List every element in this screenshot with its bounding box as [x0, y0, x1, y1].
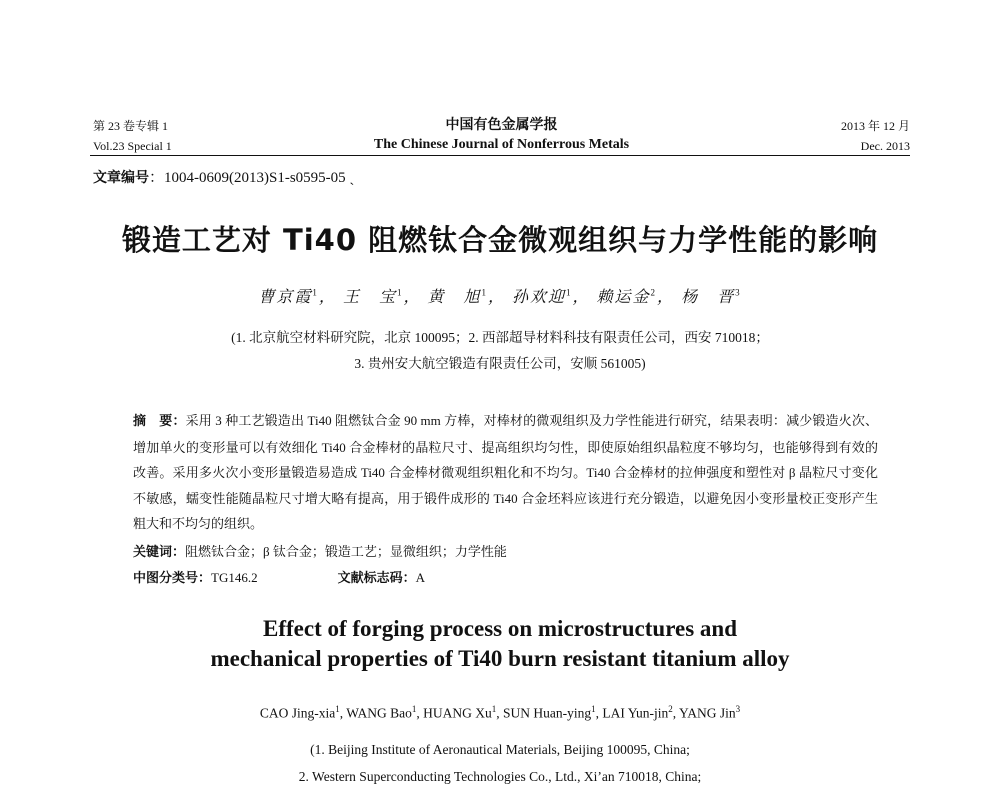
affiliation-mark: 2 [668, 704, 673, 714]
title-en-line1: Effect of forging process on microstructures and [263, 616, 737, 641]
affiliation-mark: 1 [591, 704, 596, 714]
abstract-cn [133, 408, 878, 537]
header-rule [90, 155, 910, 156]
affiliation-mark: 1 [312, 287, 319, 298]
article-number [93, 166, 354, 187]
affiliation-cn-line2: 3. 贵州安大航空锻造有限责任公司，安顺 561005) [354, 356, 646, 371]
affiliation-en-line2: 2. Western Superconducting Technologies Co., Ltd., Xi’an 710018, China; [298, 769, 702, 784]
article-number-label: 文章编号 [93, 170, 149, 186]
authors-en: CAO Jing-xia$^1$, WANG Bao$^1$, HUANG Xu$^1$, SUN Huan-ying$^1$, LAI Yun-jin$^2$, YANG Jin$^3$ [259, 704, 741, 721]
author-en: YANG Jin [679, 705, 736, 721]
journal-header [93, 119, 910, 157]
title-en-line2: mechanical properties of Ti40 burn resistant titanium alloy [210, 646, 790, 671]
clc-label: 中图分类号： [133, 571, 212, 586]
date-cn: 2013 年 12 月 [840, 119, 910, 133]
keywords-label: 关键词： [133, 545, 186, 560]
clc-value: TG146.2 [211, 570, 258, 585]
affiliation-mark: 3 [735, 704, 741, 714]
affiliation-mark: 1 [396, 287, 404, 298]
author-cn: 黄 旭 [427, 289, 482, 306]
journal-name-cn: 中国有色金属学报 [445, 118, 558, 133]
author-cn: 曹京霞 [258, 289, 313, 306]
keywords-text: 阻燃钛合金；β 钛合金；锻造工艺；显微组织；力学性能 [185, 544, 507, 559]
author-en: SUN Huan-ying [503, 705, 592, 721]
author-cn: 王 宝 [342, 289, 397, 306]
doc-code-value: A [415, 570, 426, 585]
classification [133, 567, 425, 586]
affiliation-mark: 1 [411, 704, 417, 714]
affiliation-mark: 1 [491, 704, 497, 714]
author-cn: 赖运金 [596, 289, 651, 306]
issue-cn: 第 23 卷专辑 1 [93, 119, 169, 133]
affiliation-mark: 1 [335, 704, 340, 714]
journal-name-en: The Chinese Journal of Nonferrous Metals [373, 137, 630, 152]
author-en: LAI Yun-jin [602, 705, 669, 721]
title-cn: 锻造工艺对 Ti40 阻燃钛合金微观组织与力学性能的影响 [121, 223, 879, 257]
abstract-label: 摘 要： [133, 414, 186, 429]
title-en [0, 614, 1000, 674]
affiliation-mark: 1 [566, 287, 573, 298]
author-cn: 杨 晋 [681, 289, 736, 306]
keywords-cn [133, 541, 507, 560]
doc-code-label: 文献标志码： [337, 571, 416, 586]
author-en: HUANG Xu [423, 705, 492, 721]
affiliation-en-line1: (1. Beijing Institute of Aeronautical Materials, Beijing 100095, China; [310, 742, 690, 757]
author-cn: 孙欢迎 [512, 289, 567, 306]
affiliation-mark: 2 [650, 287, 658, 298]
issue-en: Vol.23 Special 1 [93, 139, 172, 153]
author-en: CAO Jing-xia [259, 705, 336, 721]
affiliation-cn-line1: (1. 北京航空材料研究院，北京 100095；2. 西部超导材料科技有限责任公司，西安 710018； [231, 330, 769, 345]
authors-cn: 曹京霞$^1$， 王 宝$^1$， 黄 旭$^1$， 孙欢迎$^1$， 赖运金$^2$， 杨 晋$^3$ [258, 287, 742, 306]
author-en: WANG Bao [346, 705, 412, 721]
affiliation-mark: 1 [481, 287, 488, 298]
article-number-value: ：1004-0609(2013)S1-s0595-05 ˎ [149, 170, 355, 186]
abstract-text: 采用 3 种工艺锻造出 Ti40 阻燃钛合金 90 mm 方棒，对棒材的微观组织及力学性能进行研究，结果表明：减少锻造火次、增加单火的变形量可以有效细化 Ti40 合金棒材的晶粒尺寸、提高组织均匀性，即使原始组织晶粒度不够均匀，也能够得到有效的改善。采用多火次小变形量锻造易造成 Ti40 合金棒材微观组织粗化和不均匀。Ti40 合金棒材的拉伸强度和塑性对 β 晶粒尺寸变化不敏感，蠕变性能随晶粒尺寸增大略有提高，用于锻件成形的 Ti40 合金坯料应该进行充分锻造，以避免因小变形量校正变形产生粗大和不均匀的组织。 [133, 413, 878, 531]
affiliation-mark: 3 [735, 287, 742, 298]
date-en: Dec. 2013 [860, 139, 910, 153]
